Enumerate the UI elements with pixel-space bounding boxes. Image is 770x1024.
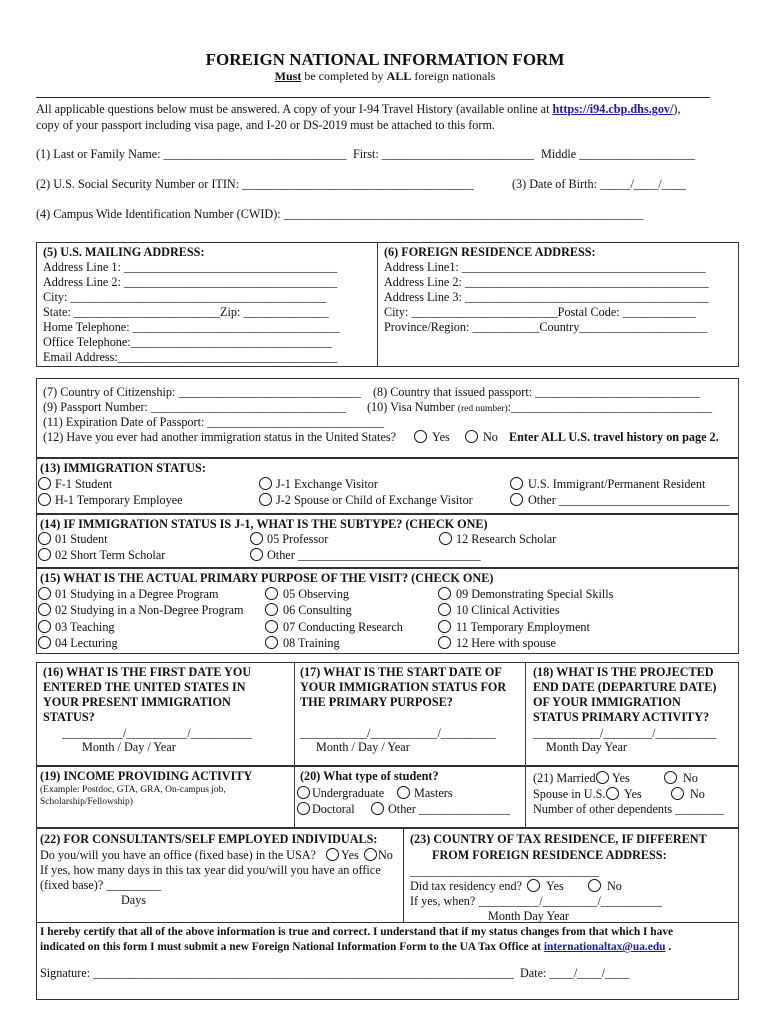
h1-employee-label: H-1 Temporary Employee: [55, 493, 183, 507]
tax-residence-heading-2: FROM FOREIGN RESIDENCE ADDRESS:: [432, 848, 667, 862]
f1-student-radio[interactable]: [38, 477, 51, 490]
q12-prior-status-question: (12) Have you ever had another immigration status in the United States?: [43, 430, 397, 444]
married-label: (21) Married: [533, 771, 596, 785]
purpose-07-radio[interactable]: [265, 620, 278, 633]
tax-residency-end-question: Did tax residency end?: [410, 879, 523, 893]
q2-ssn-field[interactable]: (2) U.S. Social Security Number or ITIN: ______________________________________: [36, 177, 474, 191]
j2-spouse-radio[interactable]: [259, 493, 272, 506]
q4-cwid-field[interactable]: (4) Campus Wide Identification Number (CWID): ___________________________________________________________: [36, 207, 644, 221]
office-yes-label: Yes: [341, 848, 359, 862]
purpose-06-radio[interactable]: [265, 603, 278, 616]
days-label: Days: [121, 893, 147, 907]
subtype-research-label: 12 Research Scholar: [456, 532, 557, 546]
purpose-06-label: 06 Consulting: [283, 603, 352, 617]
income-example-2: Scholarship/Fellowship): [40, 797, 133, 807]
foreign-province-country[interactable]: Province/Region: ___________Country_____________________: [384, 320, 708, 334]
certification-line-2: indicated on this form I must submit a new Foreign National Information Form to the UA Tax Office at internationaltax@ua.edu .: [40, 941, 672, 953]
purpose-heading: (15) WHAT IS THE ACTUAL PRIMARY PURPOSE OF THE VISIT? (CHECK ONE): [40, 571, 494, 585]
travel-history-note: Enter ALL U.S. travel history on page 2.: [509, 430, 719, 444]
spouse-in-us-label: Spouse in U.S.: [533, 787, 606, 801]
income-example-1: (Example: Postdoc, GTA, GRA, On-campus job,: [40, 785, 226, 795]
q1-middle-name-field[interactable]: Middle ___________________: [541, 147, 696, 161]
q16-line-1: (16) WHAT IS THE FIRST DATE YOU: [43, 665, 252, 679]
q12-yes-label: Yes: [432, 430, 450, 444]
q17-mdy-labels: Month / Day / Year: [316, 740, 410, 754]
intro-line-2: copy of your passport including visa page, and I-20 or DS-2019 must be attached to this form.: [36, 118, 495, 132]
q18-date-field[interactable]: ___________/________/__________: [533, 726, 717, 740]
office-question: Do you/will you have an office (fixed base) in the USA?: [40, 848, 316, 862]
header-divider: [36, 97, 710, 98]
married-yes-label: Yes: [612, 771, 630, 785]
tax-residency-no-radio[interactable]: [588, 879, 601, 892]
tax-residency-yes-label: Yes: [546, 879, 564, 893]
j1-visitor-label: J-1 Exchange Visitor: [276, 477, 378, 491]
tax-residency-mdy-labels: Month Day Year: [488, 909, 569, 923]
tax-residence-heading-1: (23) COUNTRY OF TAX RESIDENCE, IF DIFFERENT: [410, 832, 707, 846]
doctoral-radio[interactable]: [297, 802, 310, 815]
income-activity-heading: (19) INCOME PROVIDING ACTIVITY: [40, 769, 253, 783]
purpose-09-label: 09 Demonstrating Special Skills: [456, 587, 614, 601]
subtype-student-label: 01 Student: [55, 532, 108, 546]
foreign-address-line-3[interactable]: Address Line 3: ________________________________________: [384, 290, 709, 304]
home-telephone[interactable]: Home Telephone: __________________________________: [43, 320, 340, 334]
immigration-other-radio[interactable]: [510, 493, 523, 506]
office-days-question: If yes, how many days in this tax year did you/will you have an office: [40, 863, 381, 877]
tax-residency-end-date-field[interactable]: If yes, when? __________/_________/__________: [410, 894, 662, 908]
consultants-heading: (22) FOR CONSULTANTS/SELF EMPLOYED INDIVIDUALS:: [40, 832, 378, 846]
j2-spouse-label: J-2 Spouse or Child of Exchange Visitor: [276, 493, 473, 507]
tax-residency-yes-radio[interactable]: [527, 879, 540, 892]
undergraduate-radio[interactable]: [297, 786, 310, 799]
tax-office-email-link[interactable]: internationaltax@ua.edu: [543, 941, 666, 953]
purpose-02-label: 02 Studying in a Non-Degree Program: [55, 603, 244, 617]
q17-line-1: (17) WHAT IS THE START DATE OF: [300, 665, 502, 679]
undergraduate-label: Undergraduate: [312, 786, 385, 800]
j1-visitor-radio[interactable]: [259, 477, 272, 490]
q3-dob-field[interactable]: (3) Date of Birth: _____/____/____: [512, 177, 686, 191]
purpose-01-label: 01 Studying in a Degree Program: [55, 587, 219, 601]
spouse-yes-label: Yes: [624, 787, 642, 801]
masters-radio[interactable]: [397, 786, 410, 799]
purpose-04-radio[interactable]: [38, 636, 51, 649]
q18-line-1: (18) WHAT IS THE PROJECTED: [533, 665, 714, 679]
h1-employee-radio[interactable]: [38, 493, 51, 506]
q9-passport-number-field[interactable]: (9) Passport Number: ________________________________: [43, 400, 346, 414]
subtype-student-radio[interactable]: [38, 532, 51, 545]
i94-link[interactable]: https://i94.cbp.dhs.gov/: [552, 102, 674, 116]
immigration-other-field[interactable]: Other ____________________________: [528, 493, 730, 507]
q18-line-4: STATUS PRIMARY ACTIVITY?: [533, 710, 710, 724]
tax-residency-no-label: No: [607, 879, 622, 893]
permanent-resident-radio[interactable]: [510, 477, 523, 490]
office-no-radio[interactable]: [364, 848, 377, 861]
purpose-07-label: 07 Conducting Research: [283, 620, 403, 634]
q12-no-radio[interactable]: [465, 430, 478, 443]
q18-line-3: OF YOUR IMMIGRATION: [533, 695, 681, 709]
mailing-address-heading: (5) U.S. MAILING ADDRESS:: [43, 245, 205, 259]
foreign-address-line-1[interactable]: Address Line1: ________________________________________: [384, 260, 706, 274]
subtype-research-radio[interactable]: [439, 532, 452, 545]
q16-line-4: STATUS?: [43, 710, 95, 724]
subtitle-all: ALL: [386, 69, 412, 83]
q16-line-3: YOUR PRESENT IMMIGRATION: [43, 695, 231, 709]
purpose-04-label: 04 Lecturing: [55, 636, 118, 650]
certification-line-1: I hereby certify that all of the above information is true and correct. I understand that if my status changes from that which I have: [40, 926, 674, 938]
masters-label: Masters: [414, 786, 453, 800]
purpose-12-label: 12 Here with spouse: [456, 636, 556, 650]
q18-mdy-labels: Month Day Year: [546, 740, 627, 754]
immigration-status-heading: (13) IMMIGRATION STATUS:: [40, 461, 206, 475]
purpose-12-radio[interactable]: [438, 636, 451, 649]
q7-citizenship-field[interactable]: (7) Country of Citizenship: ______________________________: [43, 385, 362, 399]
q8-passport-country-field[interactable]: (8) Country that issued passport: ___________________________: [373, 385, 700, 399]
signature-date-field[interactable]: Date: ____/____/____: [520, 966, 630, 980]
q16-date-field[interactable]: __________/__________/__________: [62, 726, 252, 740]
form-subtitle: [0, 69, 770, 84]
subtype-short-term-radio[interactable]: [38, 548, 51, 561]
q12-no-label: No: [483, 430, 498, 444]
mailing-state-zip[interactable]: State: ________________________Zip: ______________: [43, 305, 329, 319]
mailing-city[interactable]: City: __________________________________________: [43, 290, 327, 304]
subtitle-end: foreign nationals: [411, 69, 496, 83]
tax-residence-country-field[interactable]: _______________________________: [410, 864, 599, 878]
purpose-11-label: 11 Temporary Employment: [456, 620, 590, 634]
office-days-field[interactable]: (fixed base)? _________: [40, 878, 162, 892]
spouse-no-label: No: [690, 787, 705, 801]
purpose-11-radio[interactable]: [438, 620, 451, 633]
j1-subtype-heading: (14) IF IMMIGRATION STATUS IS J-1, WHAT IS THE SUBTYPE? (CHECK ONE): [40, 517, 488, 531]
q1-last-name-field[interactable]: (1) Last or Family Name: ______________________________: [36, 147, 347, 161]
office-no-label: No: [378, 848, 393, 862]
subtype-other-radio[interactable]: [250, 548, 263, 561]
student-other-field[interactable]: Other _______________: [388, 802, 511, 816]
purpose-05-radio[interactable]: [265, 587, 278, 600]
q12-yes-radio[interactable]: [414, 430, 427, 443]
subtype-other-field[interactable]: Other ______________________________: [267, 548, 481, 562]
office-telephone[interactable]: Office Telephone:_________________________________: [43, 335, 332, 349]
subtitle-must: Must: [274, 69, 302, 83]
purpose-02-radio[interactable]: [38, 603, 51, 616]
purpose-08-radio[interactable]: [265, 636, 278, 649]
purpose-03-radio[interactable]: [38, 620, 51, 633]
q17-line-2: YOUR IMMIGRATION STATUS FOR: [300, 680, 507, 694]
purpose-05-label: 05 Observing: [283, 587, 350, 601]
mailing-address-line-2[interactable]: Address Line 2: ___________________________________: [43, 275, 338, 289]
form-title: FOREIGN NATIONAL INFORMATION FORM: [205, 50, 565, 69]
spouse-yes-radio[interactable]: [606, 787, 619, 800]
q17-date-field[interactable]: ___________/___________/_________: [300, 726, 496, 740]
foreign-address-line-2[interactable]: Address Line 2: ________________________________________: [384, 275, 709, 289]
q18-line-2: END DATE (DEPARTURE DATE): [533, 680, 717, 694]
purpose-03-label: 03 Teaching: [55, 620, 115, 634]
q16-mdy-labels: Month / Day / Year: [82, 740, 176, 754]
q11-passport-expiration-field[interactable]: (11) Expiration Date of Passport: _____________________________: [43, 415, 385, 429]
subtype-short-term-label: 02 Short Term Scholar: [55, 548, 166, 562]
dependents-field[interactable]: Number of other dependents ________: [533, 802, 724, 816]
purpose-10-radio[interactable]: [438, 603, 451, 616]
doctoral-label: Doctoral: [312, 802, 355, 816]
purpose-01-radio[interactable]: [38, 587, 51, 600]
office-yes-radio[interactable]: [326, 848, 339, 861]
foreign-city-postal[interactable]: City: ________________________Postal Code: ____________: [384, 305, 696, 319]
married-no-radio[interactable]: [664, 771, 677, 784]
q1-first-name-field[interactable]: First: _________________________: [353, 147, 535, 161]
subtitle-mid: be completed by: [301, 69, 387, 83]
purpose-09-radio[interactable]: [438, 587, 451, 600]
married-yes-radio[interactable]: [596, 771, 609, 784]
q10-visa-number-field[interactable]: (10) Visa Number (red number):_________________________________: [367, 400, 713, 414]
signature-field[interactable]: Signature: _____________________________________________________________________: [40, 966, 514, 980]
subtype-professor-radio[interactable]: [250, 532, 263, 545]
married-no-label: No: [683, 771, 698, 785]
foreign-address-heading: (6) FOREIGN RESIDENCE ADDRESS:: [384, 245, 596, 259]
intro-line-1: All applicable questions below must be answered. A copy of your I-94 Travel History (available online at https://i94.cbp.dhs.gov/),: [36, 102, 681, 116]
q16-line-2: ENTERED THE UNITED STATES IN: [43, 680, 246, 694]
purpose-08-label: 08 Training: [283, 636, 340, 650]
purpose-10-label: 10 Clinical Activities: [456, 603, 560, 617]
subtype-professor-label: 05 Professor: [267, 532, 329, 546]
spouse-no-radio[interactable]: [671, 787, 684, 800]
q17-line-3: THE PRIMARY PURPOSE?: [300, 695, 453, 709]
student-other-radio[interactable]: [371, 802, 384, 815]
email-address[interactable]: Email Address:____________________________________: [43, 350, 338, 364]
permanent-resident-label: U.S. Immigrant/Permanent Resident: [528, 477, 706, 491]
f1-student-label: F-1 Student: [55, 477, 113, 491]
mailing-address-line-1[interactable]: Address Line 1: ___________________________________: [43, 260, 338, 274]
student-type-heading: (20) What type of student?: [300, 769, 439, 783]
